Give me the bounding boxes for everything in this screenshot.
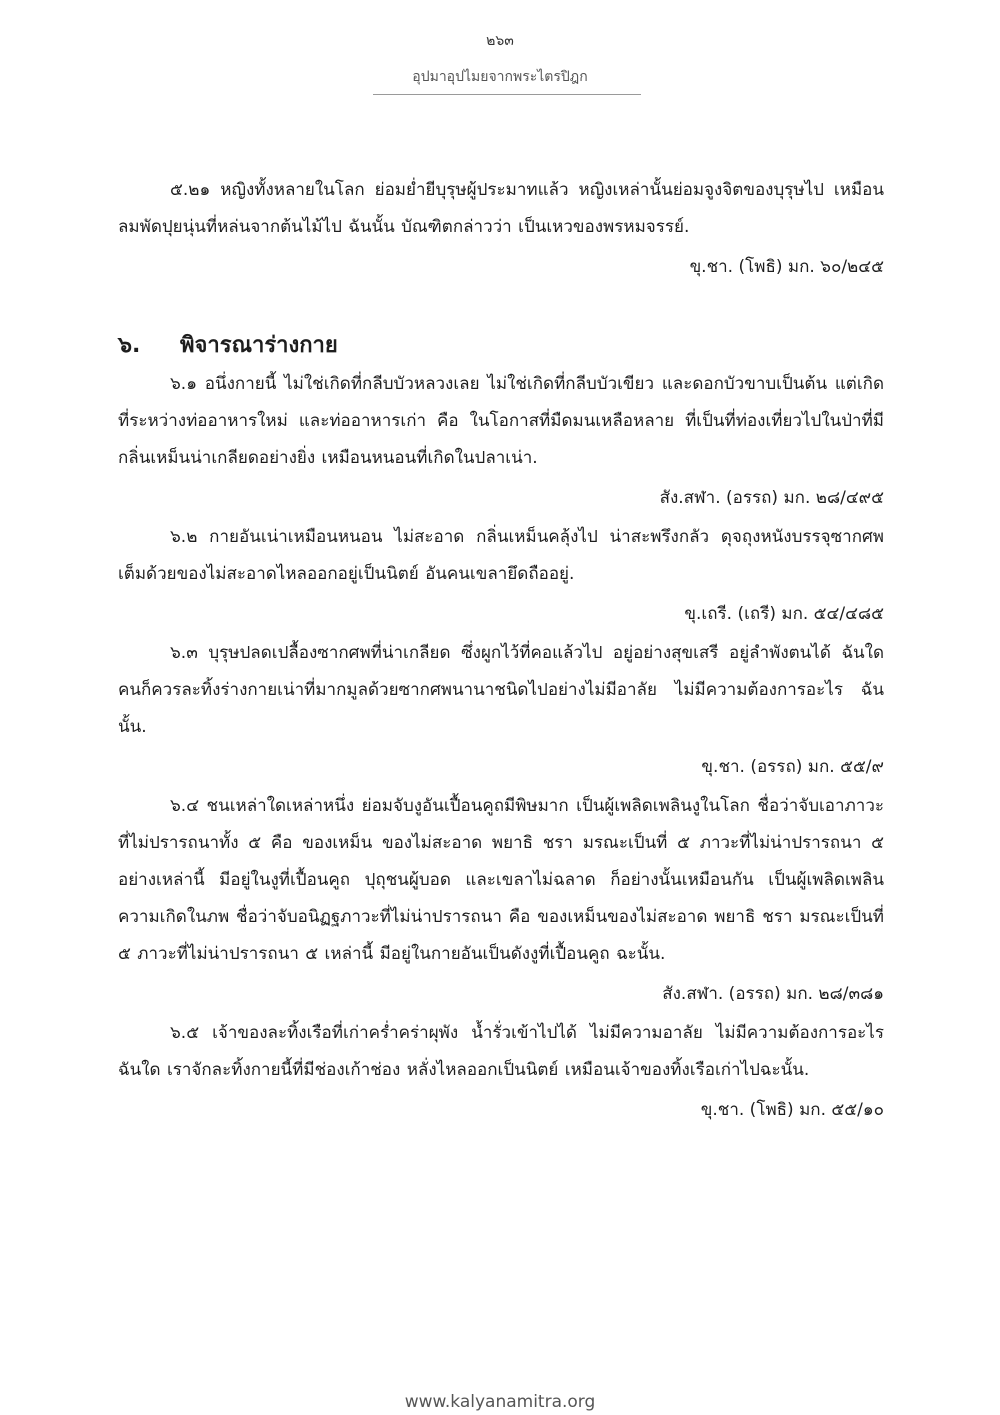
entry-paragraph: ๖.๒ กายอันเน่าเหมือนหนอน ไม่สะอาด กลิ่นเหม็นคลุ้งไป น่าสะพรึงกลัว ดุจถุงหนังบรรจุซากศพ เต็มด้วยของไม่สะอาดไหลออกอยู่เป็นนิตย์ อันคนเขลายึดถืออยู่.: [118, 527, 884, 584]
section-heading: [118, 326, 884, 366]
entry-reference: ขุ.ชา. (โพธิ) มก. ๖๐/๒๔๕: [689, 257, 884, 277]
entry-paragraph: ๖.๔ ชนเหล่าใดเหล่าหนึ่ง ย่อมจับงูอันเปื้อนคูถมีพิษมาก เป็นผู้เพลิดเพลินงูในโลก ชื่อว่าจับเอาภาวะที่ไม่ปรารถนาทั้ง ๕ คือ ของเหม็น ของไม่สะอาด พยาธิ ชรา มรณะเป็นที่ ๕ ภาวะที่ไม่น่าปรารถนา ๕ อย่างเหล่านี้ มีอยู่ในงูที่เปื้อนคูถ ปุถุชนผู้บอด และเขลาไม่ฉลาด ก็อย่างนั้นเหมือนกัน เป็นผู้เพลิดเพลินความเกิดในภพ ชื่อว่าจับอนิฏฐภาวะที่ไม่น่าปรารถนา คือ ของเหม็นของไม่สะอาด พยาธิ ชรา มรณะเป็นที่ ๕ ภาวะที่ไม่น่าปรารถนา ๕ เหล่านี้ มีอยู่ในกายอันเป็นดังงูที่เปื้อนคูถ ฉะนั้น.: [118, 796, 884, 964]
entry-reference: ขุ.เถรี. (เถรี) มก. ๕๔/๔๘๕: [684, 604, 884, 624]
entry-reference: ขุ.ชา. (โพธิ) มก. ๕๕/๑๐: [700, 1100, 884, 1120]
section-number: ๖.: [118, 333, 141, 358]
page-number: ๒๖๓: [486, 33, 514, 49]
entry-paragraph: ๖.๓ บุรุษปลดเปลื้องซากศพที่น่าเกลียด ซึ่งผูกไว้ที่คอแล้วไป อยู่อย่างสุขเสรี อยู่ลำพังตนได้ ฉันใด คนก็ควรละทิ้งร่างกายเน่าที่มากมูลด้วยซากศพนานาชนิดไปอย่างไม่มีอาลัย ไม่มีความต้องการอะไร ฉันนั้น.: [118, 643, 884, 737]
section-title: พิจารณาร่างกาย: [180, 333, 338, 358]
entry-reference: สัง.สฬา. (อรรถ) มก. ๒๘/๔๙๕: [659, 488, 884, 508]
entry-paragraph: ๖.๕ เจ้าของละทิ้งเรือที่เก่าคร่ำคร่าผุพัง น้ำรั่วเข้าไปได้ ไม่มีความอาลัย ไม่มีความต้องการอะไร ฉันใด เราจักละทิ้งกายนี้ที่มีช่องเก้าช่อง หลั่งไหลออกเป็นนิตย์ เหมือนเจ้าของทิ้งเรือเก่าไปฉะนั้น.: [118, 1023, 884, 1080]
header-divider: [373, 94, 641, 95]
running-header-title: อุปมาอุปไมยจากพระไตรปิฎก: [412, 69, 588, 85]
entry-paragraph: ๖.๑ อนึ่งกายนี้ ไม่ใช่เกิดที่กลีบบัวหลวงเลย ไม่ใช่เกิดที่กลีบบัวเขียว และดอกบัวขาบเป็นต้น แต่เกิดที่ระหว่างท่ออาหารใหม่ และท่ออาหารเก่า คือ ในโอกาสที่มืดมนเหลือหลาย ที่เป็นที่ท่องเที่ยวไปในป่าที่มีกลิ่นเหม็นน่าเกลียดอย่างยิ่ง เหมือนหนอนที่เกิดในปลาเน่า.: [118, 374, 884, 468]
entry-paragraph: ๕.๒๑ หญิงทั้งหลายในโลก ย่อมย่ำยีบุรุษผู้ประมาทแล้ว หญิงเหล่านั้นย่อมจูงจิตของบุรุษไป เหมือนลมพัดปุยนุ่นที่หล่นจากต้นไม้ไป ฉันนั้น บัณฑิตกล่าวว่า เป็นเหวของพรหมจรรย์.: [118, 180, 884, 237]
footer-website-link[interactable]: www.kalyanamitra.org: [404, 1392, 596, 1412]
page-body: [118, 172, 884, 1131]
entry-reference: ขุ.ชา. (อรรถ) มก. ๕๕/๙: [701, 757, 884, 777]
entry-reference: สัง.สฬา. (อรรถ) มก. ๒๘/๓๘๑: [662, 984, 884, 1004]
